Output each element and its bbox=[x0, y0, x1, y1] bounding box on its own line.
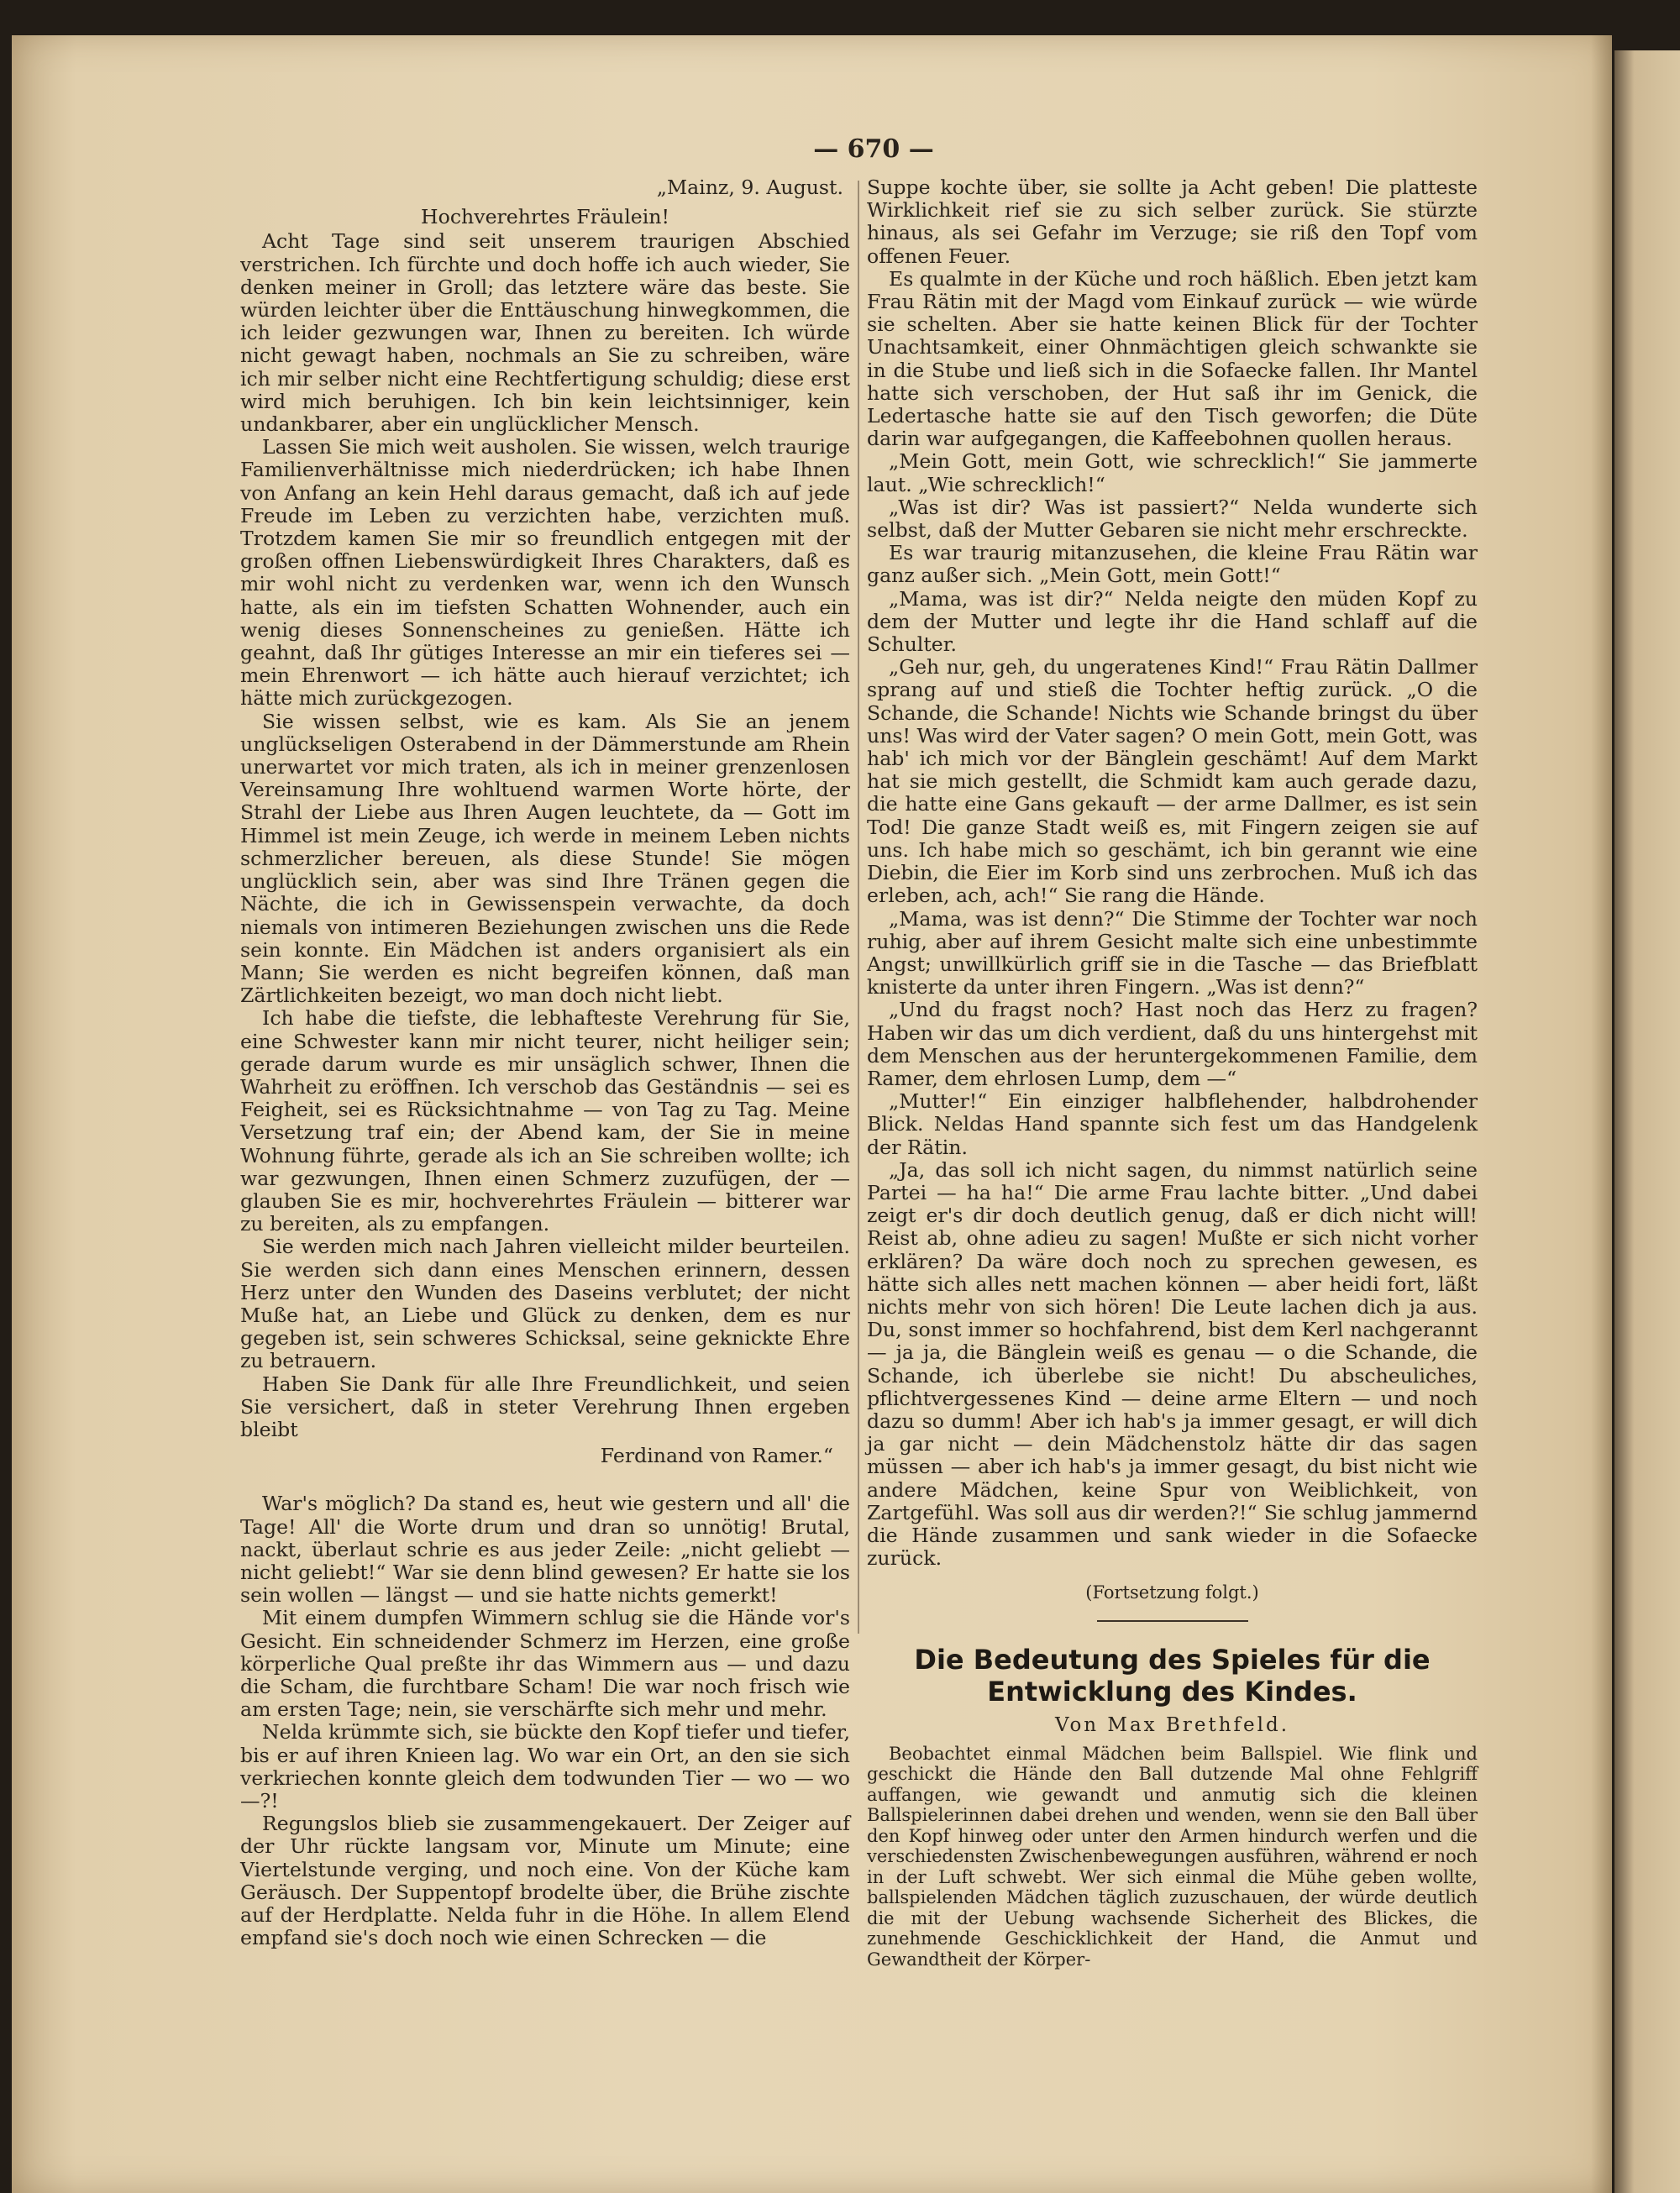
article-paragraph: Beobachtet einmal Mädchen beim Ballspiel. Wie flink und geschickt die Hände den Ball dutzende Mal ohne Fehlgriff auffangen, wie gewandt und anmutig sich die kleinen Ballspielerinnen dabei drehen und wenden, wenn sie den Ball über den Kopf hinweg oder unter den Armen hindurch werfen und die verschiedensten Zwischenbewegungen ausführen, während er noch in der Luft schwebt. Wer sich einmal die Mühe geben wollte, ballspielenden Mädchen täglich zuzuschauen, der würde deutlich die mit der Uebung wachsende Sicherheit des Blickes, die zunehmende Geschicklichkeit der Hand, die Anmut und Gewandtheit der Körper- bbox=[867, 1743, 1478, 1970]
story-paragraph: Regungslos blieb sie zusammengekauert. Der Zeiger auf der Uhr rückte langsam vor, Minute um Minute; eine Viertelstunde verging, und noch eine. Von der Küche kam Geräusch. Der Suppentopf brodelte über, die Brühe zischte auf der Herdplatte. Nelda fuhr in die Höhe. In allem Elend empfand sie's doch noch wie einen Schrecken — die bbox=[240, 1812, 850, 1950]
story-paragraph: Es war traurig mitanzusehen, die kleine Frau Rätin war ganz außer sich. „Mein Gott, mein Gott!“ bbox=[867, 541, 1478, 588]
page-spine-shadow bbox=[1591, 35, 1612, 2193]
letter-paragraph: Sie werden mich nach Jahren vielleicht milder beurteilen. Sie werden sich dann eines Menschen erinnern, dessen Herz unter den Wunden des Daseins verblutet; der nicht Muße hat, an Liebe und Glück zu denken, dem es nur gegeben ist, sein schweres Schicksal, seine geknickte Ehre zu betrauern. bbox=[240, 1235, 850, 1373]
page-number: — 670 — bbox=[813, 134, 934, 164]
story-paragraph: Mit einem dumpfen Wimmern schlug sie die Hände vor's Gesicht. Ein schneidender Schmerz im Herzen, eine große körperliche Qual preßte ihr das Wimmern aus — und dazu die Scham, die furchtbare Scham! Die war noch frisch wie am ersten Tage; nein, sie verschärfte sich mehr und mehr. bbox=[240, 1606, 850, 1722]
story-paragraph: „Mein Gott, mein Gott, wie schrecklich!“ Sie jammerte laut. „Wie schrecklich!“ bbox=[867, 449, 1478, 496]
story-paragraph: „Mutter!“ Ein einziger halbflehender, halbdrohender Blick. Neldas Hand spannte sich fest um das Handgelenk der Rätin. bbox=[867, 1089, 1478, 1159]
section-divider bbox=[1097, 1620, 1248, 1622]
story-paragraph: „Ja, das soll ich nicht sagen, du nimmst natürlich seine Partei — ha ha!“ Die arme Frau lachte bitter. „Und dabei zeigt er's dir doch deutlich genug, daß er dich nicht will! Reist ab, ohne adieu zu sagen! Mußte er sich nicht vorher erklären? Da wäre doch noch zu sprechen gewesen, es hätte sich alles nett machen können — aber heidi fort, läßt nichts mehr von sich hören! Die Leute lachen dich ja aus. Du, sonst immer so hochfahrend, bist dem Kerl nachgerannt — ja ja, die Bänglein weiß es genau — o die Schande, die Schande, ich überlebe sie nicht! Du abscheuliches, pflichtvergessenes Kind — deine arme Eltern — und noch dazu so dumm! Aber ich hab's ja immer gesagt, er will dich ja gar nicht — dein Mädchenstolz hätte dir das sagen müssen — aber ich hab's ja immer gesagt, du bist nicht wie andere Mädchen, keine Spur von Weiblichkeit, von Zartgefühl. Was soll aus dir werden?!“ Sie schlug jammernd die Hände zusammen und sank wieder in die Sofaecke zurück. bbox=[867, 1157, 1478, 1571]
article-title: Die Bedeutung des Spieles für die Entwicklung des Kindes. bbox=[914, 1643, 1431, 1708]
letter-paragraph: Lassen Sie mich weit ausholen. Sie wissen, welch traurige Familienverhältnisse mich niederdrücken; ich habe Ihnen von Anfang an kein Hehl daraus gemacht, daß ich auf jede Freude im Leben zu verzichten habe, verzichten muß. Trotzdem kamen Sie mir so freundlich entgegen mit der großen offnen Liebenswürdigkeit Ihres Charakters, daß es mir wohl nicht zu verdenken war, wenn ich den Wunsch hatte, als ein im tiefsten Schatten Wohnender, auch ein wenig dieses Sonnenscheines zu genießen. Hätte ich geahnt, daß Ihr gütiges Interesse an mir ein tieferes sei — mein Ehrenwort — ich hätte auch hierauf verzichtet; ich hätte mich zurückgezogen. bbox=[240, 435, 850, 711]
right-column bbox=[867, 176, 1478, 1970]
column-divider bbox=[858, 181, 859, 1634]
letter-paragraph: Acht Tage sind seit unserem traurigen Abschied verstrichen. Ich fürchte und doch hoffe ich auch wieder, Sie denken meiner in Groll; das letztere wäre das beste. Sie würden leichter über die Enttäuschung hinwegkommen, die ich leider gezwungen war, Ihnen zu bereiten. Ich würde nicht gewagt haben, nochmals an Sie zu schreiben, wäre ich mir selber nicht eine Rechtfertigung schuldig; diese erst wird mich beruhigen. Ich bin kein leichtsinniger, kein undankbarer, aber ein unglücklicher Mensch. bbox=[240, 229, 850, 437]
story-paragraph: Suppe kochte über, sie sollte ja Acht geben! Die platteste Wirklichkeit rief sie zu sich selber zurück. Sie stürzte hinaus, als sei Gefahr im Verzuge; sie riß den Topf vom offenen Feuer. bbox=[867, 176, 1478, 268]
letter-paragraph: Sie wissen selbst, wie es kam. Als Sie an jenem unglückseligen Osterabend in der Dämmerstunde am Rhein unerwartet vor mich traten, als ich in meiner grenzenlosen Vereinsamung Ihre wohltuend warmen Worte hörte, der Strahl der Liebe aus Ihren Augen leuchtete, da — Gott im Himmel ist mein Zeuge, ich werde in meinem Leben nichts schmerzlicher bereuen, als diese Stunde! Sie mögen unglücklich sein, aber was sind Ihre Tränen gegen die Nächte, die ich in Gewissenspein verwachte, da doch niemals von intimeren Beziehungen zwischen uns die Rede sein konnte. Ein Mädchen ist anders organisiert als ein Mann; Sie werden es nicht begreifen können, daß man Zärtlichkeiten bezeigt, wo man doch nicht liebt. bbox=[240, 709, 850, 1008]
adjacent-page-edge bbox=[1614, 50, 1680, 2193]
letter-paragraph: Haben Sie Dank für alle Ihre Freundlichkeit, und seien Sie versichert, daß in steter Verehrung Ihnen ergeben bleibt bbox=[240, 1372, 850, 1441]
story-paragraph: „Mama, was ist dir?“ Nelda neigte den müden Kopf zu dem der Mutter und legte ihr die Hand schlaff auf die Schulter. bbox=[867, 586, 1478, 657]
letter-signature: Ferdinand von Ramer.“ bbox=[600, 1444, 833, 1468]
story-paragraph: War's möglich? Da stand es, heut wie gestern und all' die Tage! All' die Worte drum und dran so unnötig! Brutal, nackt, überlaut schrie es aus jeder Zeile: „nicht geliebt — nicht geliebt!“ War sie denn blind gewesen? Er hatte sie los sein wollen — längst — und sie hatte nichts gemerkt! bbox=[240, 1492, 850, 1608]
left-column bbox=[240, 176, 850, 1949]
story-paragraph: „Geh nur, geh, du ungeratenes Kind!“ Frau Rätin Dallmer sprang auf und stieß die Tochter heftig zurück. „O die Schande, die Schande! Nichts wie Schande bringst du über uns! Was wird der Vater sagen? O mein Gott, mein Gott, was hab' ich mich vor der Bänglein geschämt! Auf dem Markt hat sie mich gestellt, die Schmidt kam auch gerade dazu, die hatte eine Gans gekauft — der arme Dallmer, es ist sein Tod! Die ganze Stadt weiß es, mit Fingern zeigen sie auf uns. Ich habe mich so geschämt, ich bin gerannt wie eine Diebin, die Eier im Korb sind uns zerbrochen. Muß ich das erleben, ach, ach!“ Sie rang die Hände. bbox=[867, 655, 1478, 908]
story-paragraph: „Was ist dir? Was ist passiert?“ Nelda wunderte sich selbst, daß der Mutter Gebaren sie nicht mehr erschreckte. bbox=[867, 495, 1478, 543]
letter-paragraph: Ich habe die tiefste, die lebhafteste Verehrung für Sie, eine Schwester kann mir nicht teurer, nicht heiliger sein; gerade darum wurde es mir unsäglich schwer, Ihnen die Wahrheit zu eröffnen. Ich verschob das Geständnis — sei es Feigheit, sei es Rücksichtnahme — von Tag zu Tag. Meine Versetzung traf ein; der Abend kam, der Sie in meine Wohnung führte, gerade als ich an Sie schreiben wollte; ich war gezwungen, Ihnen einen Schmerz zuzufügen, der — glauben Sie es mir, hochverehrtes Fräulein — bitterer war zu bereiten, als zu empfangen. bbox=[240, 1006, 850, 1236]
story-paragraph: „Mama, was ist denn?“ Die Stimme der Tochter war noch ruhig, aber auf ihrem Gesicht malte sich eine unbestimmte Angst; unwillkürlich griff sie in die Tasche — das Briefblatt knisterte da unter ihren Fingern. „Was ist denn?“ bbox=[867, 906, 1478, 999]
story-paragraph: „Und du fragst noch? Hast noch das Herz zu fragen? Haben wir das um dich verdient, daß du uns hintergehst mit dem Menschen aus der heruntergekommenen Familie, dem Ramer, dem ehrlosen Lump, dem —“ bbox=[867, 998, 1478, 1090]
article-byline: Von Max Brethfeld. bbox=[1054, 1713, 1290, 1736]
letter-dateline: „Mainz, 9. August. bbox=[656, 176, 843, 199]
article-body bbox=[867, 1744, 1478, 1970]
story-paragraph: Es qualmte in der Küche und roch häßlich. Eben jetzt kam Frau Rätin mit der Magd vom Einkauf zurück — wie würde sie schelten. Aber sie hatte keinen Blick für der Tochter Unachtsamkeit, einer Ohnmächtigen gleich schwankte sie in die Stube und ließ sich in die Sofaecke fallen. Ihr Mantel hatte sich verschoben, der Hut saß ihr im Genick, die Ledertasche hatte sie auf den Tisch geworfen; die Düte darin war aufgegangen, die Kaffeebohnen quollen heraus. bbox=[867, 266, 1478, 451]
story-paragraph: Nelda krümmte sich, sie bückte den Kopf tiefer und tiefer, bis er auf ihren Knieen lag. Wo war ein Ort, an den sie sich verkriechen konnte gleich dem todwunden Tier — wo — wo —?! bbox=[240, 1720, 850, 1813]
continuation-note: (Fortsetzung folgt.) bbox=[1085, 1582, 1259, 1603]
letter-salutation: Hochverehrtes Fräulein! bbox=[421, 205, 669, 229]
